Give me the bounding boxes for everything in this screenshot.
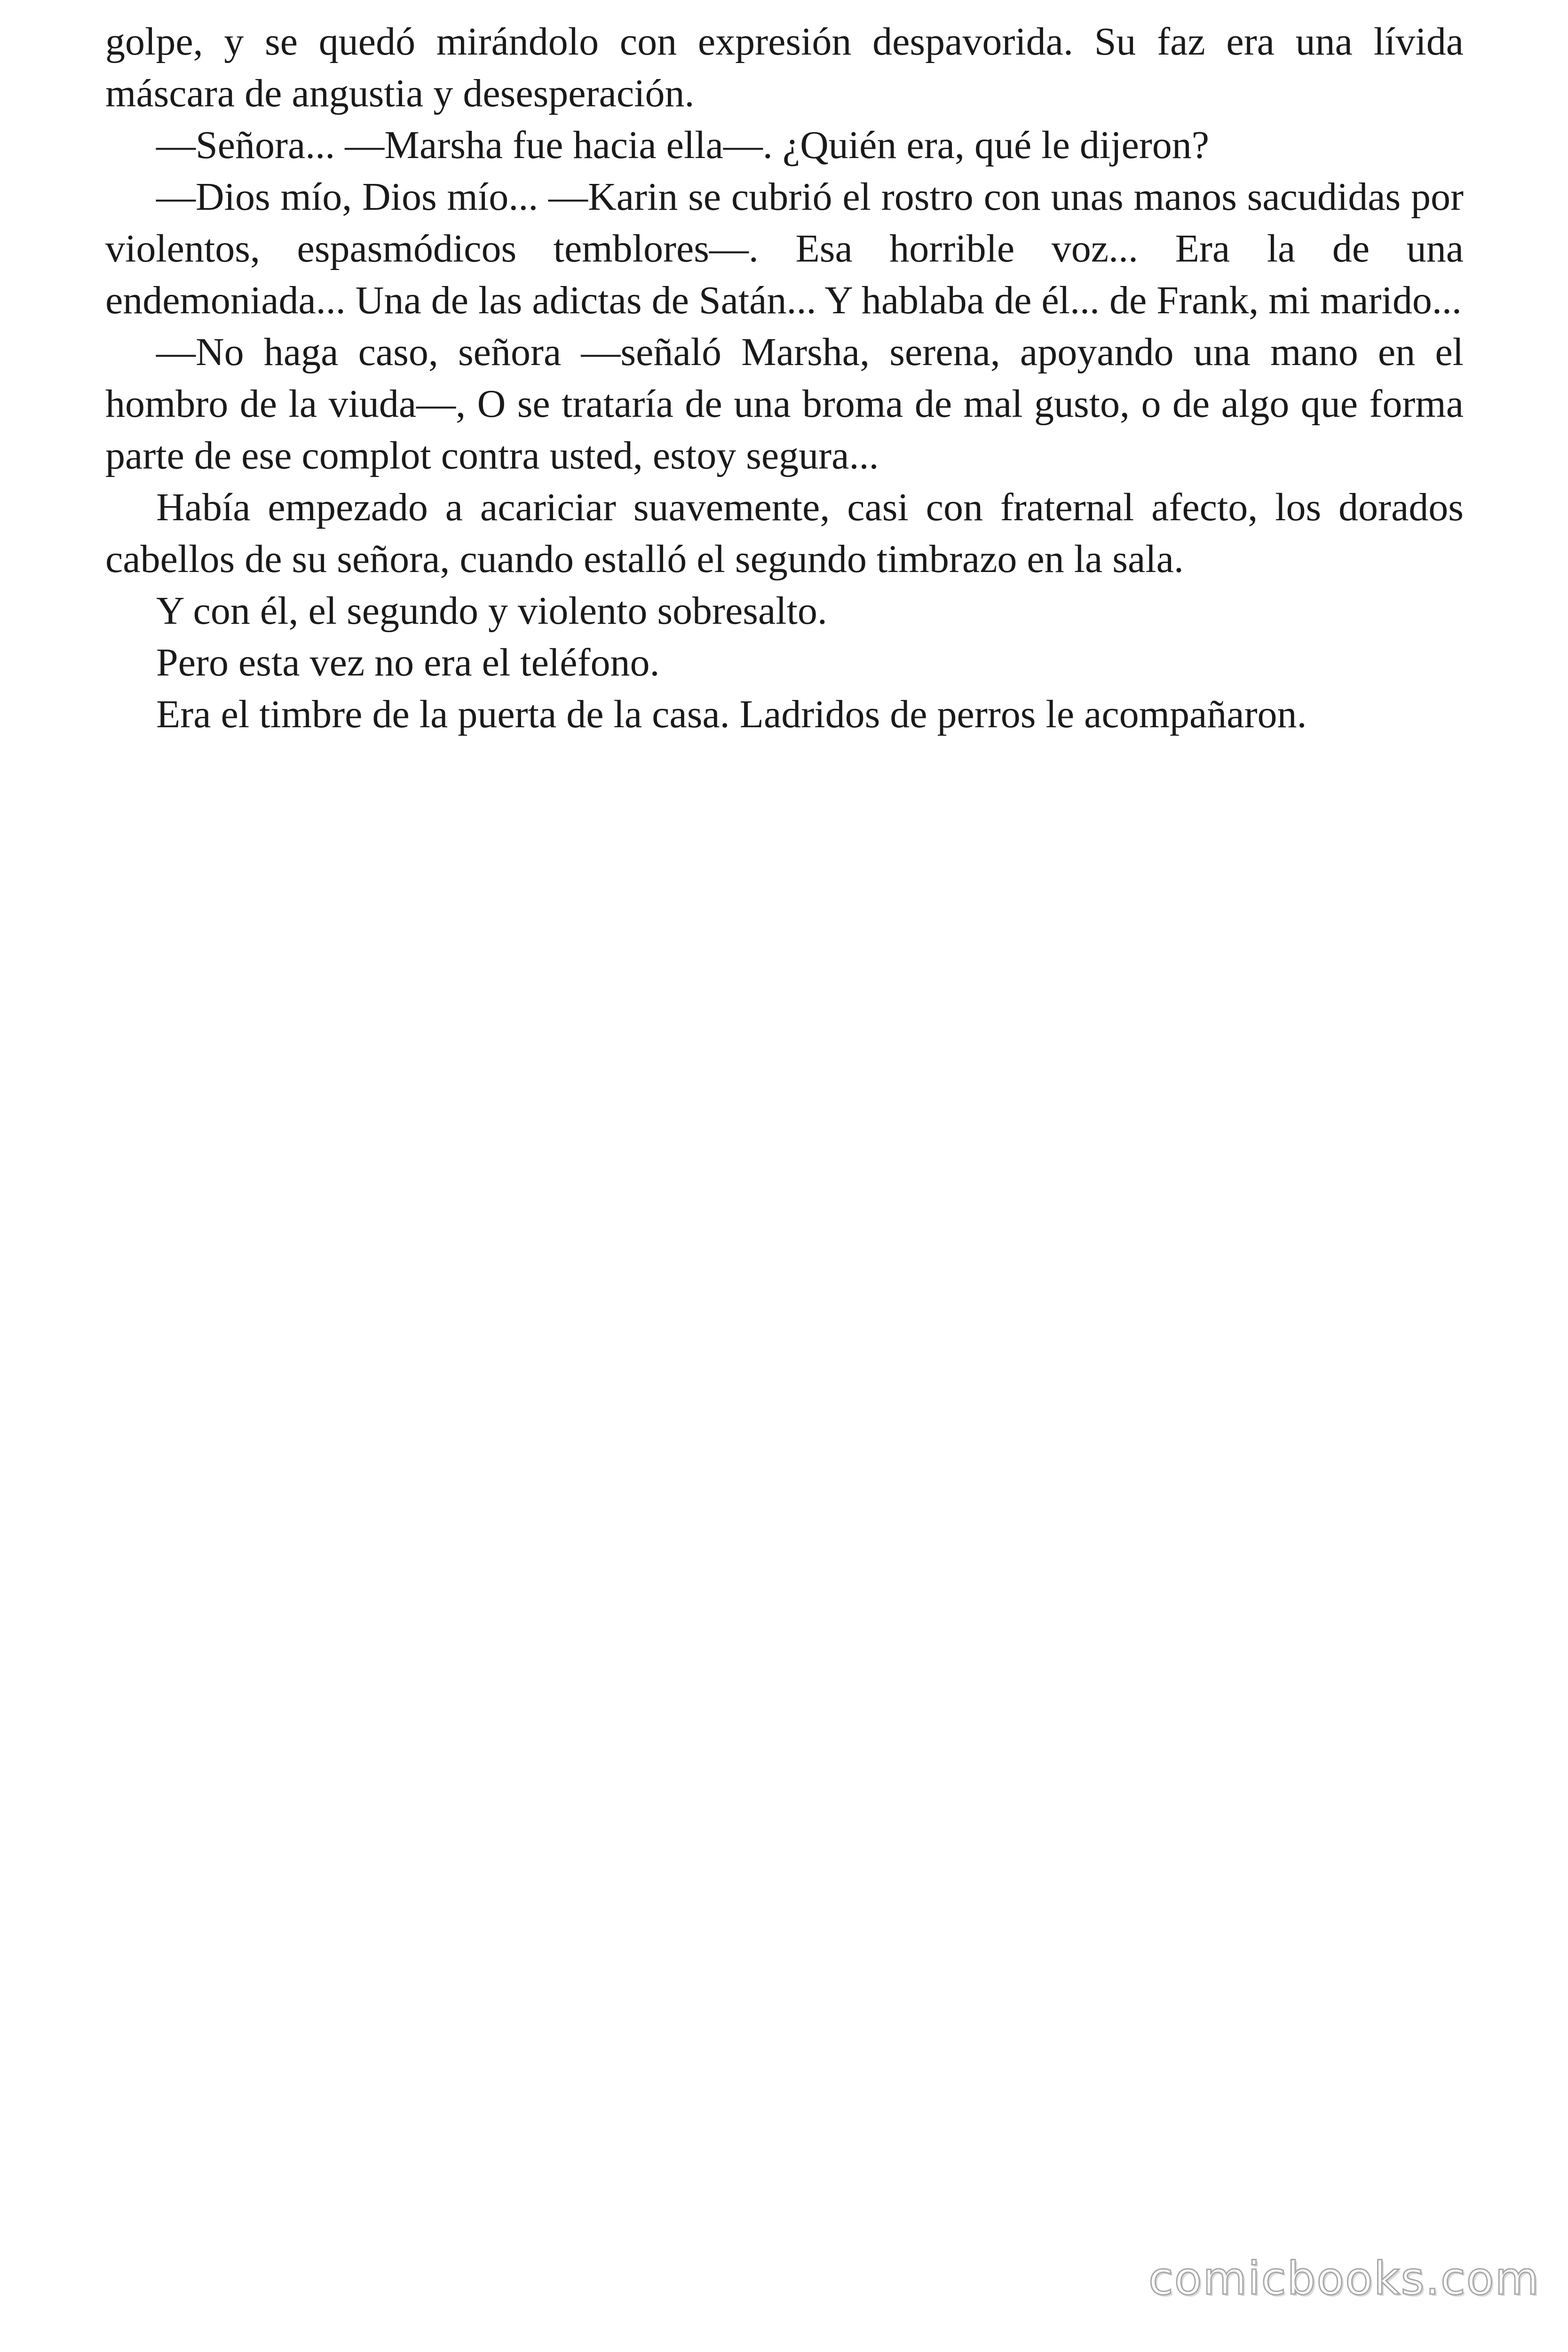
paragraph: —Señora... —Marsha fue hacia ella—. ¿Quién era, qué le dijeron? [156, 123, 1210, 167]
paragraph: —Dios mío, Dios mío... —Karin se cubrió el rostro con unas manos sacudidas por violentos, espasmódicos temblores—. Esa horrible voz... Era la de una endemoniada... Una de las adictas de Satán... Y hablaba de él... de Frank, mi marido... [105, 175, 1464, 322]
paragraph-continuation: golpe, y se quedó mirándolo con expresión despavorida. Su faz era una lívida máscara de angustia y desesperación. [105, 20, 1464, 115]
watermark-logo: comicbooks.com [1148, 2252, 1540, 2305]
paragraph: —No haga caso, señora —señaló Marsha, serena, apoyando una mano en el hombro de la viuda—, O se trataría de una broma de mal gusto, o de algo que forma parte de ese complot contra usted, estoy segura... [105, 330, 1464, 477]
paragraph: Era el timbre de la puerta de la casa. Ladridos de perros le acompañaron. [156, 692, 1307, 736]
paragraph: Pero esta vez no era el teléfono. [156, 641, 660, 684]
paragraph: Y con él, el segundo y violento sobresalto. [156, 589, 827, 633]
page-body-text [105, 16, 1464, 740]
paragraph: Había empezado a acariciar suavemente, casi con fraternal afecto, los dorados cabellos de su señora, cuando estalló el segundo timbrazo en la sala. [105, 485, 1464, 581]
